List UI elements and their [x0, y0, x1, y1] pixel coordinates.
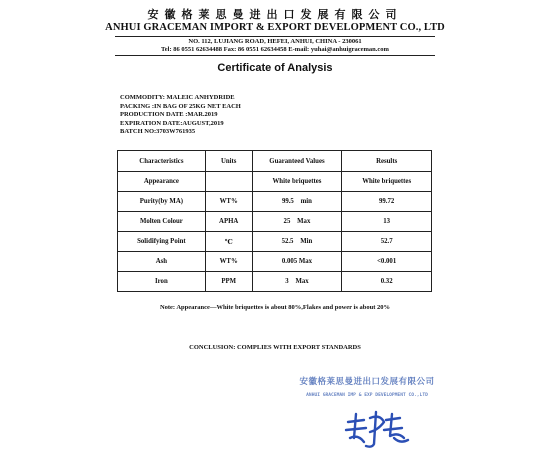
table-cell: White briquettes [342, 172, 432, 192]
table-cell: Iron [118, 272, 206, 292]
table-cell: 0.32 [342, 272, 432, 292]
table-row [118, 252, 432, 272]
table-cell: White briquettes [252, 172, 342, 192]
table-cell: WT% [205, 252, 252, 272]
company-address: NO. 112, LUJIANG ROAD, HEFEI, ANHUI, CHINA - 230061 [188, 38, 362, 45]
column-header-results: Results [342, 151, 432, 172]
table-cell [205, 172, 252, 192]
table-cell: WT% [205, 192, 252, 212]
table-cell: Ash [118, 252, 206, 272]
table-row [118, 272, 432, 292]
table-cell: Appearance [118, 172, 206, 192]
handwritten-signature [340, 408, 420, 450]
table-cell: APHA [205, 212, 252, 232]
table-cell: 3 Max [252, 272, 342, 292]
svg-text:ANHUI GRACEMAN IMP & EXP DEVEL: ANHUI GRACEMAN IMP & EXP DEVELOPMENT CO.,LTD [306, 393, 428, 398]
packing-line: PACKING :IN BAG OF 25KG NET EACH [120, 102, 241, 110]
analysis-table [117, 150, 432, 292]
appearance-note: Note: Appearance—White briquettes is about 80%,Flakes and power is about 20% [159, 304, 391, 311]
production-date-line: PRODUCTION DATE :MAR.2019 [120, 111, 218, 119]
commodity-line: COMMODITY: MALEIC ANHYDRIDE [120, 94, 235, 101]
table-row [118, 212, 432, 232]
column-header-guaranteed-values: Guaranteed Values [252, 151, 342, 172]
table-cell: Purity(by MA) [118, 192, 206, 212]
table-cell: Molten Colour [118, 212, 206, 232]
table-row [118, 232, 432, 252]
batch-number-line: BATCH NO:3703W761935 [120, 128, 196, 136]
table-header-row [118, 151, 432, 172]
expiration-date-line: EXPIRATION DATE:AUGUST,2019 [120, 119, 224, 127]
document-title: Certificate of Analysis [217, 62, 333, 74]
svg-text:安徽格莱思曼进出口发展有限公司: 安徽格莱思曼进出口发展有限公司 [299, 377, 435, 387]
column-header-units: Units [205, 151, 252, 172]
table-row [118, 172, 432, 192]
header-divider-top [115, 36, 435, 37]
company-seal-stamp [299, 370, 435, 404]
table-cell: 13 [342, 212, 432, 232]
table-row [118, 192, 432, 212]
conclusion-statement: CONCLUSION: COMPLIES WITH EXPORT STANDARDS [189, 344, 361, 351]
table-cell: 25 Max [252, 212, 342, 232]
table-cell: 0.005 Max [252, 252, 342, 272]
company-name-chinese: 安徽格莱思曼进出口发展有限公司 [147, 8, 403, 21]
table-cell: 99.5 min [252, 192, 342, 212]
product-details [120, 94, 241, 137]
table-cell: PPM [205, 272, 252, 292]
table-cell: 52.7 [342, 232, 432, 252]
table-cell: Solidifying Point [118, 232, 206, 252]
table-cell: ℃ [205, 232, 252, 252]
table-cell: 99.72 [342, 192, 432, 212]
company-contact: Tel: 86 0551 62634488 Fax: 86 0551 62634458 E-mail: yuhai@anhuigraceman.com [161, 46, 389, 53]
header-divider-bottom [115, 55, 435, 56]
table-cell: 52.5 Min [252, 232, 342, 252]
table-cell: <0.001 [342, 252, 432, 272]
company-name-english: ANHUI GRACEMAN IMPORT & EXPORT DEVELOPMENT CO., LTD [105, 22, 445, 33]
column-header-characteristics: Characteristics [118, 151, 206, 172]
